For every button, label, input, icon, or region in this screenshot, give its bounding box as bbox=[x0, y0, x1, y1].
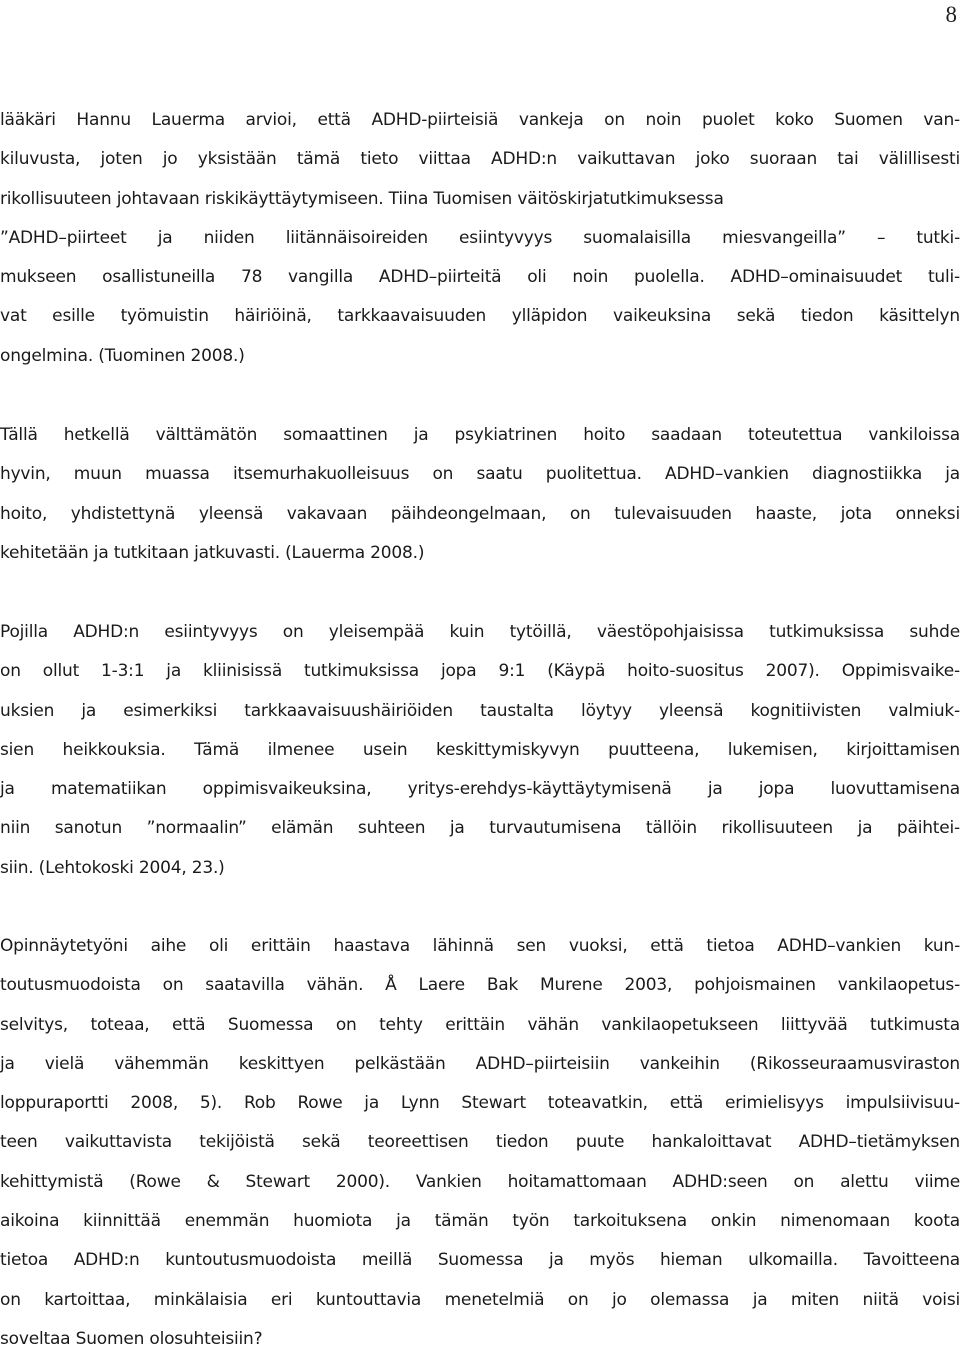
text-line: soveltaa Suomen olosuhteisiin? bbox=[0, 1328, 263, 1349]
text-line: ja vielä vähemmän keskittyen pelkästään ADHD–piirteisiin vankeihin (Rikosseuraamusviraston bbox=[0, 1053, 960, 1074]
text-line: hyvin, muun muassa itsemurhakuolleisuus on saatu puolitettua. ADHD–vankien diagnostiikka ja bbox=[0, 464, 960, 485]
text-line: selvitys, toteaa, että Suomessa on tehty erittäin vähän vankilaopetukseen liittyvää tutkimusta bbox=[0, 1014, 960, 1035]
text-line: on ollut 1-3:1 ja kliinisissä tutkimuksissa jopa 9:1 (Käypä hoito-suositus 2007). Oppimisvaike- bbox=[0, 661, 960, 682]
text-line: niin sanotun ”normaalin” elämän suhteen ja turvautumisena tällöin rikollisuuteen ja päihtei- bbox=[0, 818, 960, 839]
text-line: tietoa ADHD:n kuntoutusmuodoista meillä Suomessa ja myös hieman ulkomailla. Tavoitteena bbox=[0, 1250, 960, 1271]
text-line: ”ADHD–piirteet ja niiden liitännäisoireiden esiintyvyys suomalaisilla miesvangeilla” – tutki- bbox=[0, 227, 960, 248]
text-line: ongelmina. (Tuominen 2008.) bbox=[0, 345, 245, 366]
text-line: Tällä hetkellä välttämätön somaattinen ja psykiatrinen hoito saadaan toteutettua vankiloissa bbox=[0, 425, 960, 445]
text-line: teen vaikuttavista tekijöistä sekä teoreettisen tiedon puute hankaloittavat ADHD–tietämyksen bbox=[0, 1132, 960, 1153]
text-line: aikoina kiinnittää enemmän huomiota ja tämän työn tarkoituksena onkin nimenomaan koota bbox=[0, 1211, 960, 1232]
text-line: ja matematiikan oppimisvaikeuksina, yritys-erehdys-käyttäytymisenä ja jopa luovuttamisena bbox=[0, 779, 960, 800]
paragraph-1 bbox=[0, 101, 960, 376]
text-line: sien heikkouksia. Tämä ilmenee usein keskittymiskyvyn puutteena, lukemisen, kirjoittamisen bbox=[0, 739, 960, 760]
text-line: lääkäri Hannu Lauerma arvioi, että ADHD-piirteisiä vankeja on noin puolet koko Suomen van- bbox=[0, 110, 960, 130]
page-number: 8 bbox=[945, 2, 957, 27]
text-line: vat esille työmuistin häiriöinä, tarkkaavaisuuden ylläpidon vaikeuksina sekä tiedon käsittelyn bbox=[0, 306, 960, 327]
paragraph-2 bbox=[0, 416, 960, 573]
text-line: kehitetään ja tutkitaan jatkuvasti. (Lauerma 2008.) bbox=[0, 542, 425, 563]
text-line: toutusmuodoista on saatavilla vähän. Å Laere Bak Murene 2003, pohjoismainen vankilaopetus- bbox=[0, 975, 960, 996]
text-line: on kartoittaa, minkälaisia eri kuntouttavia menetelmiä on jo olemassa ja miten niitä voisi bbox=[0, 1289, 960, 1310]
paragraph-4 bbox=[0, 927, 960, 1359]
text-line: mukseen osallistuneilla 78 vangilla ADHD–piirteitä oli noin puolella. ADHD–ominaisuudet tuli- bbox=[0, 267, 960, 288]
text-line: Opinnäytetyöni aihe oli erittäin haastava lähinnä sen vuoksi, että tietoa ADHD–vankien kun- bbox=[0, 936, 960, 956]
text-line: uksien ja esimerkiksi tarkkaavaisuushäiriöiden taustalta löytyy yleensä kognitiivisten valmiuk- bbox=[0, 700, 960, 721]
text-line: loppuraportti 2008, 5). Rob Rowe ja Lynn Stewart toteavatkin, että erimielisyys impulsiivisuu- bbox=[0, 1093, 960, 1114]
text-line: kiluvusta, joten jo yksistään tämä tieto viittaa ADHD:n vaikuttavan joko suoraan tai välillisesti bbox=[0, 149, 960, 170]
text-line: rikollisuuteen johtavaan riskikäyttäytymiseen. Tiina Tuomisen väitöskirjatutkimuksessa bbox=[0, 188, 724, 209]
text-line: hoito, yhdistettynä yleensä vakavaan päihdeongelmaan, on tulevaisuuden haaste, jota onneksi bbox=[0, 503, 960, 524]
text-line: Pojilla ADHD:n esiintyvyys on yleisempää kuin tytöillä, väestöpohjaisissa tutkimuksissa suhde bbox=[0, 622, 960, 642]
paragraph-3 bbox=[0, 613, 960, 888]
text-line: kehittymistä (Rowe & Stewart 2000). Vankien hoitamattomaan ADHD:seen on alettu viime bbox=[0, 1171, 960, 1192]
text-line: siin. (Lehtokoski 2004, 23.) bbox=[0, 857, 225, 878]
